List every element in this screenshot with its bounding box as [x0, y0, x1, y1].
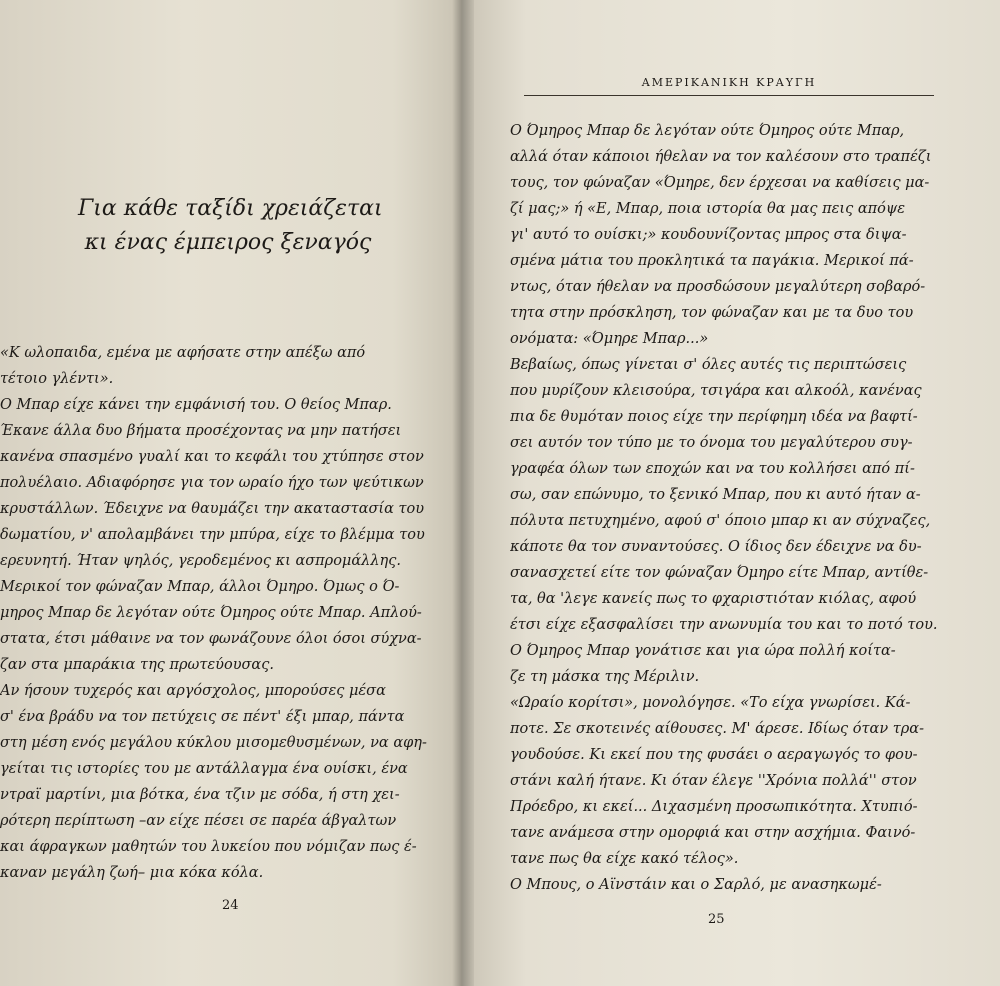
left-text-line: δωματίου, ν' απολαμβάνει την μπύρα, είχε το βλέμμα του	[0, 527, 425, 543]
left-page	[0, 0, 462, 986]
right-text-line: Ο Όμηρος Μπαρ γονάτισε και για ώρα πολλή κοίτα-	[510, 643, 896, 659]
right-text-line: γουδούσε. Κι εκεί που της φυσάει ο αεραγωγός το φου-	[510, 747, 918, 763]
right-text-line: τανε πως θα είχε κακό τέλος».	[510, 851, 739, 867]
right-text-line: ζί μας;» ή «Ε, Μπαρ, ποια ιστορία θα μας πεις απόψε	[510, 201, 906, 217]
right-text-line: πια δε θυμόταν ποιος είχε την περίφημη ιδέα να βαφτί-	[510, 409, 918, 425]
right-text-line: αλλά όταν κάποιοι ήθελαν να τον καλέσουν στο τραπέζι	[510, 149, 932, 165]
chapter-title	[78, 192, 383, 260]
left-body-text	[0, 340, 462, 886]
left-text-line: ερευνητή. Ήταν ψηλός, γεροδεμένος κι ασπρομάλλης.	[0, 553, 401, 569]
left-text-line: Αν ήσουν τυχερός και αργόσχολος, μπορούσες μέσα	[0, 683, 386, 699]
right-text-line: ντως, όταν ήθελαν να προσδώσουν μεγαλύτερη σοβαρό-	[510, 279, 926, 295]
left-text-line: καναν μεγάλη ζωή– μια κόκα κόλα.	[0, 865, 264, 881]
right-text-line: Πρόεδρο, κι εκεί... Διχασμένη προσωπικότητα. Χτυπιό-	[510, 799, 918, 815]
right-text-line: σω, σαν επώνυμο, το ξενικό Μπαρ, που κι αυτό ήταν α-	[510, 487, 921, 503]
chapter-title-line-1: Για κάθε ταξίδι χρειάζεται	[78, 196, 383, 221]
left-text-line: και άφραγκων μαθητών του λυκείου που νόμιζαν πως έ-	[0, 839, 417, 855]
right-text-line: κάποτε θα τον συναντούσες. Ο ίδιος δεν έδειχνε να δυ-	[510, 539, 922, 555]
left-text-line: ζαν στα μπαράκια της πρωτεύουσας.	[0, 657, 274, 673]
left-text-line: «Κ ωλοπαιδα, εμένα με αφήσατε στην απέξω από	[0, 345, 366, 361]
right-text-line: σει αυτόν τον τύπο με το όνομα του μεγαλύτερου συγ-	[510, 435, 913, 451]
right-text-line: γι' αυτό το ουίσκι;» κουδουνίζοντας μπρος στα διψα-	[510, 227, 907, 243]
left-text-line: κρυστάλλων. Έδειχνε να θαυμάζει την ακαταστασία του	[0, 501, 425, 517]
right-text-line: ζε τη μάσκα της Μέριλιν.	[510, 669, 700, 685]
right-text-line: στάνι καλή ήτανε. Κι όταν έλεγε ''Χρόνια πολλά'' στον	[510, 773, 917, 789]
right-body-text	[510, 118, 1000, 898]
right-text-line: τους, τον φώναζαν «Όμηρε, δεν έρχεσαι να καθίσεις μα-	[510, 175, 930, 191]
left-text-line: γείται τις ιστορίες του με αντάλλαγμα ένα ουίσκι, ένα	[0, 761, 408, 777]
chapter-title-line-2: κι ένας έμπειρος ξεναγός	[84, 230, 372, 255]
right-text-line: γραφέα όλων των εποχών και να του κολλήσει από πί-	[510, 461, 915, 477]
right-text-line: ονόματα: «Όμηρε Μπαρ...»	[510, 331, 709, 347]
left-text-line: ντραϊ μαρτίνι, μια βότκα, ένα τζιν με σόδα, ή στη χει-	[0, 787, 400, 803]
right-text-line: τητα στην πρόσκληση, τον φώναζαν και με τα δυο του	[510, 305, 914, 321]
left-text-line: τέτοιο γλέντι».	[0, 371, 114, 387]
right-text-line: σμένα μάτια του προκλητικά τα παγάκια. Μερικοί πά-	[510, 253, 914, 269]
left-text-line: Έκανε άλλα δυο βήματα προσέχοντας να μην πατήσει	[0, 423, 402, 439]
left-text-line: Μερικοί τον φώναζαν Μπαρ, άλλοι Όμηρο. Όμως ο Ό-	[0, 579, 400, 595]
right-text-line: που μυρίζουν κλεισούρα, τσιγάρα και αλκοόλ, κανένας	[510, 383, 922, 399]
left-text-line: στατα, έτσι μάθαινε να τον φωνάζουνε όλοι όσοι σύχνα-	[0, 631, 422, 647]
book-spine	[452, 0, 474, 986]
right-text-line: τανε ανάμεσα στην ομορφιά και στην ασχήμια. Φαινό-	[510, 825, 916, 841]
right-text-line: έτσι είχε εξασφαλίσει την ανωνυμία του και το ποτό του.	[510, 617, 938, 633]
right-text-line: Βεβαίως, όπως γίνεται σ' όλες αυτές τις περιπτώσεις	[510, 357, 907, 373]
left-text-line: Ο Μπαρ είχε κάνει την εμφάνισή του. Ο θείος Μπαρ.	[0, 397, 392, 413]
right-text-line: ποτε. Σε σκοτεινές αίθουσες. Μ' άρεσε. Ιδίως όταν τρα-	[510, 721, 924, 737]
right-text-line: «Ωραίο κορίτσι», μονολόγησε. «Το είχα γνωρίσει. Κά-	[510, 695, 911, 711]
right-text-line: πόλυτα πετυχημένο, αφού σ' όποιο μπαρ κι αν σύχναζες,	[510, 513, 931, 529]
page-number-right: 25	[708, 912, 725, 927]
left-text-line: κανένα σπασμένο γυαλί και το κεφάλι του χτύπησε στον	[0, 449, 424, 465]
page-number-left: 24	[222, 898, 239, 913]
right-page	[462, 0, 1000, 986]
right-text-line: Ο Μπους, ο Αϊνστάιν και ο Σαρλό, με ανασηκωμέ-	[510, 877, 882, 893]
left-text-line: στη μέση ενός μεγάλου κύκλου μισομεθυσμένων, να αφη-	[0, 735, 427, 751]
right-text-line: τα, θα 'λεγε κανείς πως το φχαριστιόταν κιόλας, αφού	[510, 591, 917, 607]
running-head: ΑΜΕΡΙΚΑΝΙΚΗ ΚΡΑΥΓΗ	[524, 76, 934, 96]
left-text-line: πολυέλαιο. Αδιαφόρησε για τον ωραίο ήχο των ψεύτικων	[0, 475, 424, 491]
left-text-line: σ' ένα βράδυ να τον πετύχεις σε πέντ' έξι μπαρ, πάντα	[0, 709, 405, 725]
right-text-line: σανασχετεί είτε τον φώναζαν Όμηρο είτε Μπαρ, αντίθε-	[510, 565, 929, 581]
left-text-line: ρότερη περίπτωση –αν είχε πέσει σε παρέα άβγαλτων	[0, 813, 397, 829]
right-text-line: Ο Όμηρος Μπαρ δε λεγόταν ούτε Όμηρος ούτε Μπαρ,	[510, 123, 905, 139]
left-text-line: μηρος Μπαρ δε λεγόταν ούτε Όμηρος ούτε Μπαρ. Απλού-	[0, 605, 422, 621]
